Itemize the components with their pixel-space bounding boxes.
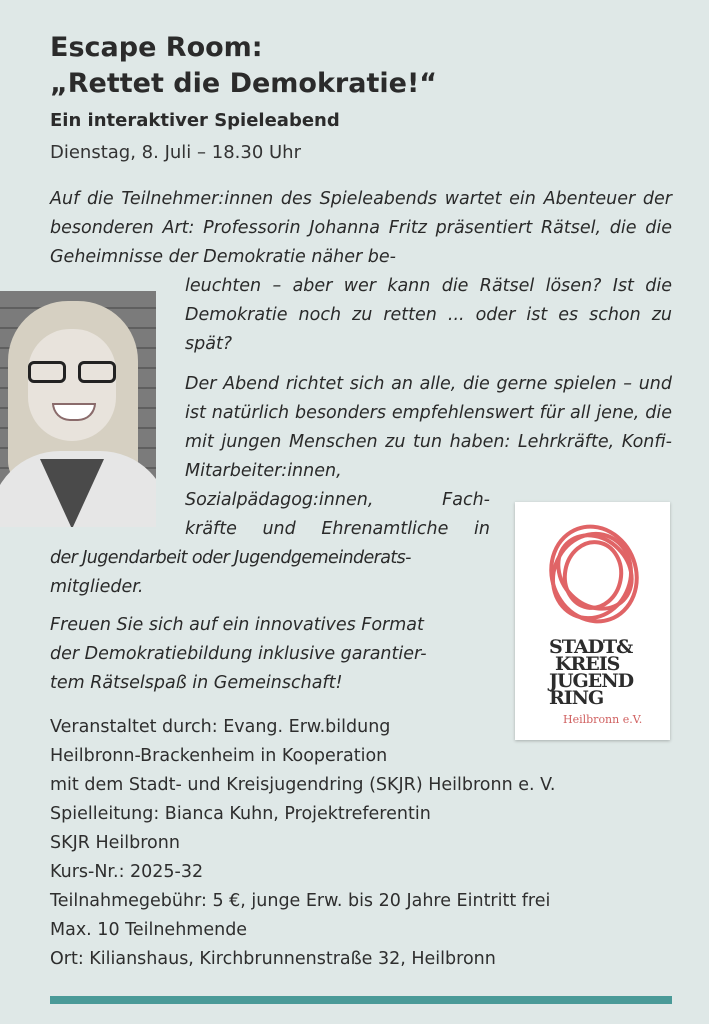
leader-line: Spielleitung: Bianca Kuhn, Projektreferentin	[50, 804, 431, 824]
organizer-line: Heilbronn-Brackenheim in Kooperation	[50, 746, 388, 766]
audience-line-2	[185, 515, 490, 544]
event-date: Dienstag, 8. Juli – 18.30 Uhr	[50, 142, 301, 163]
audience-word: Fach-	[442, 490, 490, 510]
audience-word: kräfte	[185, 519, 237, 539]
audience-word: Sozialpädagog:innen,	[185, 490, 374, 510]
audience-text: Der Abend richtet sich an alle, die gerne spielen – und ist natürlich besonders empfehlenswert für all jene, die mit jungen Menschen zu tun haben: Lehrkräfte, Konfi-Mitarbeiter:innen,	[185, 374, 672, 481]
logo-wordmark	[549, 636, 634, 709]
event-title	[50, 30, 437, 102]
closing-line-2: der Demokratiebildung inklusive garantier-	[50, 644, 427, 664]
audience-word: und	[262, 519, 296, 539]
leader-line: SKJR Heilbronn	[50, 833, 180, 853]
intro-text: Auf die Teilnehmer:innen des Spieleabends wartet ein Abenteuer der besonderen Art: Professorin Johanna Fritz präsentiert Rätsel, die die Geheimnisse der Demokratie näher be-	[50, 189, 672, 267]
logo-line-2: KREIS	[555, 653, 620, 675]
speaker-photo	[0, 291, 156, 527]
bottom-divider	[50, 996, 672, 1004]
audience-word: in	[474, 519, 490, 539]
title-line-2: „Rettet die Demokratie!“	[50, 68, 438, 99]
organizer-line: mit dem Stadt- und Kreisjugendring (SKJR) Heilbronn e. V.	[50, 775, 556, 795]
audience-line-1	[185, 486, 490, 515]
logo-line-4: RING	[549, 687, 604, 709]
logo-line-3: JUGEND	[549, 670, 634, 692]
location-line: Ort: Kilianshaus, Kirchbrunnenstraße 32, Heilbronn	[50, 949, 496, 969]
capacity-line: Max. 10 Teilnehmende	[50, 920, 248, 940]
audience-line-3: der Jugendarbeit oder Jugendgemeinderats-	[50, 548, 411, 568]
audience-word: Ehrenamtliche	[321, 519, 449, 539]
closing-text	[50, 611, 500, 698]
logo-line-1: STADT&	[549, 636, 633, 658]
course-number: Kurs-Nr.: 2025-32	[50, 862, 204, 882]
logo-subtitle: Heilbronn e.V.	[563, 713, 643, 726]
event-details	[50, 713, 672, 974]
organizer-line: Veranstaltet durch: Evang. Erw.bildung	[50, 717, 391, 737]
intro-text-continued: leuchten – aber wer kann die Rätsel lösen? Ist die Demokratie noch zu retten ... oder ist es schon zu spät?	[185, 276, 672, 354]
fee-line: Teilnahmegebühr: 5 €, junge Erw. bis 20 Jahre Eintritt frei	[50, 891, 551, 911]
ring-logo-icon	[515, 502, 670, 642]
audience-line-4: mitglieder.	[50, 577, 144, 597]
skjr-logo	[515, 502, 670, 740]
event-subtitle: Ein interaktiver Spieleabend	[50, 110, 340, 131]
title-line-1: Escape Room:	[50, 32, 263, 63]
closing-line-1: Freuen Sie sich auf ein innovatives Format	[50, 615, 424, 635]
closing-line-3: tem Rätselspaß in Gemeinschaft!	[50, 673, 343, 693]
